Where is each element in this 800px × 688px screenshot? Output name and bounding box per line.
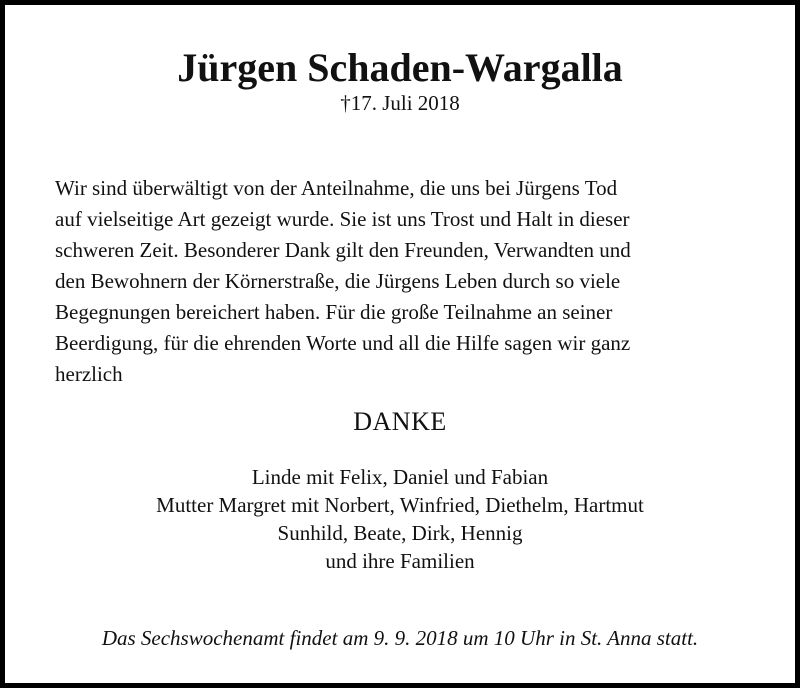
- death-date: †17. Juli 2018: [340, 91, 460, 115]
- family-signature: [5, 463, 795, 575]
- body-line: den Bewohnern der Körnerstraße, die Jürgens Leben durch so viele: [55, 269, 621, 293]
- body-line: schweren Zeit. Besonderer Dank gilt den Freunden, Verwandten und: [55, 238, 631, 262]
- body-line: Wir sind überwältigt von der Anteilnahme, die uns bei Jürgens Tod: [55, 176, 618, 200]
- family-line: und ihre Familien: [325, 549, 475, 573]
- thanks-heading: DANKE: [353, 407, 447, 436]
- body-line: Begegnungen bereichert haben. Für die große Teilnahme an seiner: [55, 300, 613, 324]
- thank-you-text: [55, 173, 755, 390]
- family-line: Mutter Margret mit Norbert, Winfried, Diethelm, Hartmut: [156, 493, 644, 517]
- family-line: Sunhild, Beate, Dirk, Hennig: [277, 521, 523, 545]
- family-line: Linde mit Felix, Daniel und Fabian: [251, 465, 549, 489]
- body-line: auf vielseitige Art gezeigt wurde. Sie ist uns Trost und Halt in dieser: [55, 207, 630, 231]
- deceased-name: Jürgen Schaden-Wargalla: [177, 45, 623, 90]
- body-line: Beerdigung, für die ehrenden Worte und all die Hilfe sagen wir ganz: [55, 331, 631, 355]
- body-line: herzlich: [55, 362, 123, 386]
- service-notice: Das Sechswochenamt findet am 9. 9. 2018 um 10 Uhr in St. Anna statt.: [101, 626, 699, 650]
